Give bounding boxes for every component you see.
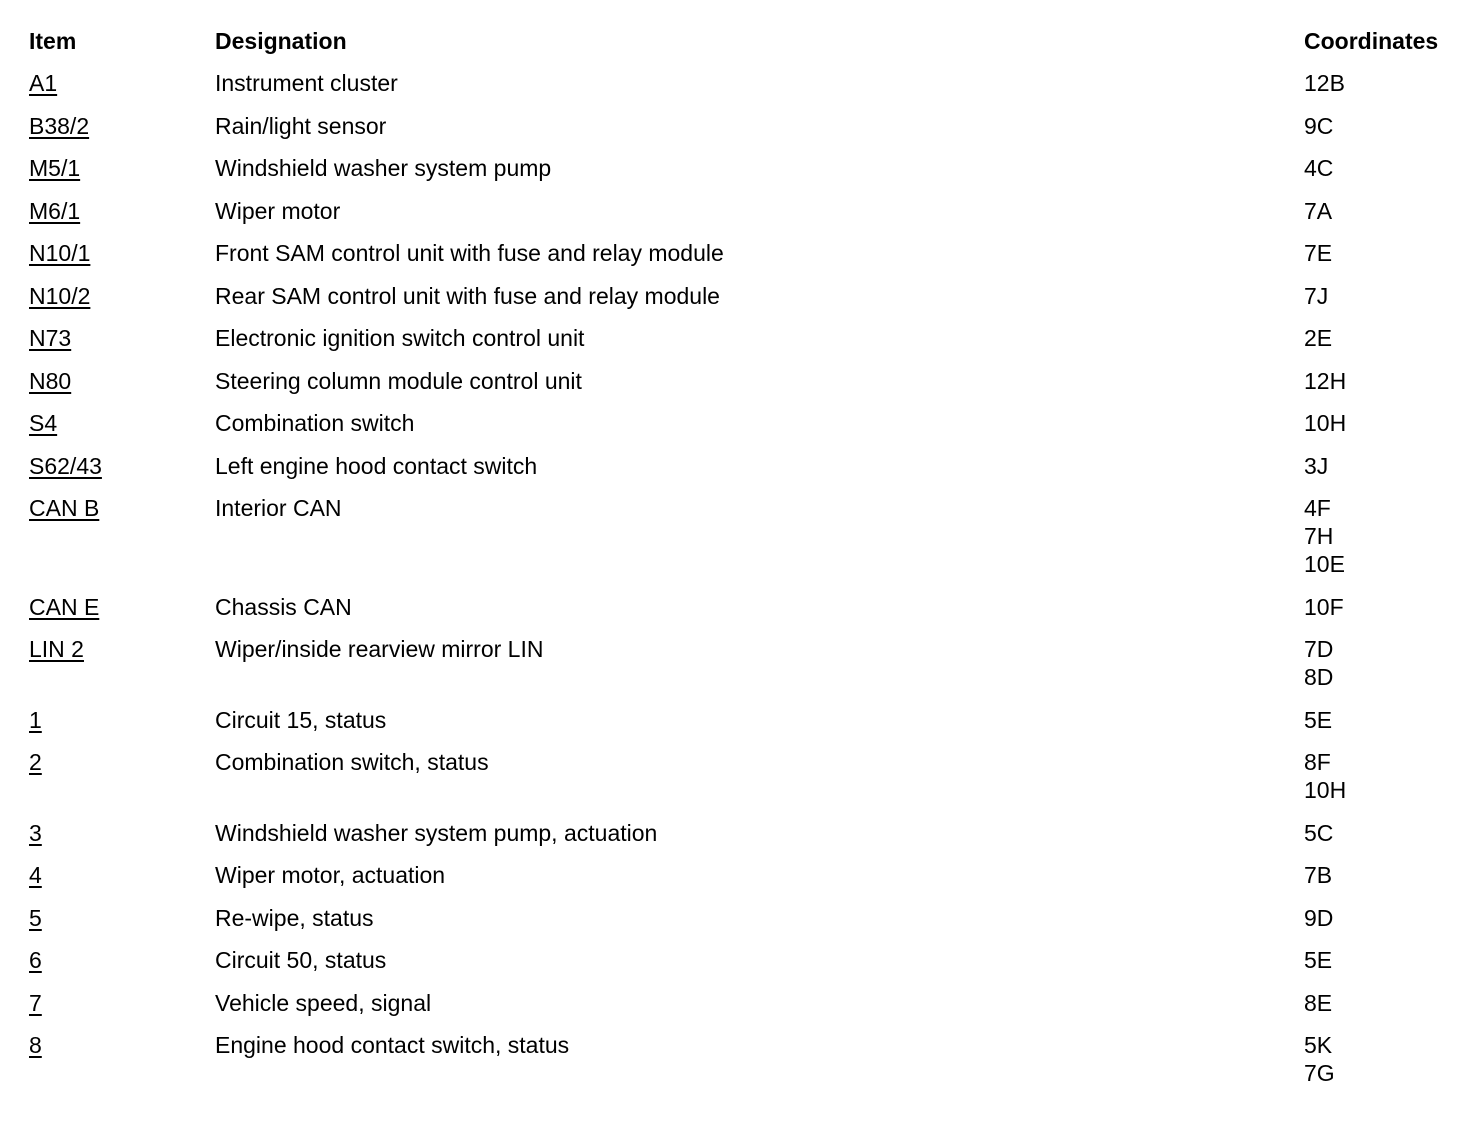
legend-row [0,409,1472,437]
coordinate-value: 4F [1304,495,1331,521]
legend-row [0,1031,1472,1087]
coordinate-value: 7A [1304,197,1333,224]
legend-row [0,494,1472,578]
coordinates-cell [1304,197,1332,225]
coordinates-cell [1304,989,1332,1017]
coordinate-value: 7E [1304,240,1333,266]
designation-text: Chassis CAN [215,593,352,620]
legend-row [0,861,1472,889]
item-link[interactable]: 6 [29,947,42,973]
designation-text: Instrument cluster [215,70,398,96]
item-link[interactable]: N73 [29,325,72,351]
coordinates-cell [1304,1031,1335,1087]
coordinates-cell [1304,452,1328,480]
item-link[interactable]: S62/43 [29,452,102,479]
designation-text: Front SAM control unit with fuse and relay module [215,240,724,266]
designation-text: Rain/light sensor [215,112,387,139]
coordinates-cell [1304,239,1332,267]
legend-row [0,706,1472,734]
header-item: Item [29,28,77,54]
header-coordinates: Coordinates [1304,28,1439,54]
item-link[interactable]: 7 [29,989,42,1016]
coordinate-value: 8F [1304,749,1331,775]
item-link[interactable]: 2 [29,749,42,775]
coordinate-value: 7D [1304,636,1334,662]
coordinates-cell [1304,69,1345,97]
legend-rows [0,69,1472,1087]
legend-row [0,112,1472,140]
item-link[interactable]: A1 [29,70,58,96]
item-link[interactable]: CAN E [29,593,100,620]
coordinates-cell [1304,154,1333,182]
designation-text: Engine hood contact switch, status [215,1032,570,1058]
coordinate-value: 10E [1304,551,1345,577]
coordinates-cell [1304,819,1333,847]
coordinate-value: 3J [1304,452,1329,479]
designation-text: Vehicle speed, signal [215,989,432,1016]
designation-text: Windshield washer system pump, actuation [215,819,658,846]
designation-text: Re-wipe, status [215,904,374,931]
coordinate-value: 10H [1304,410,1347,436]
legend-row [0,324,1472,352]
designation-text: Rear SAM control unit with fuse and relay module [215,282,720,309]
designation-text: Wiper/inside rearview mirror LIN [215,636,544,662]
designation-text: Steering column module control unit [215,367,582,394]
coordinate-value: 7G [1304,1060,1335,1086]
legend-row [0,593,1472,621]
coordinate-value: 2E [1304,325,1333,351]
legend-row [0,452,1472,480]
designation-text: Electronic ignition switch control unit [215,325,585,351]
item-link[interactable]: M5/1 [29,155,81,181]
coordinates-cell [1304,904,1333,932]
legend-row [0,69,1472,97]
coordinates-cell [1304,946,1332,974]
designation-text: Interior CAN [215,495,342,521]
coordinate-value: 10H [1304,777,1347,803]
item-link[interactable]: M6/1 [29,197,81,224]
designation-text: Circuit 15, status [215,706,387,733]
coordinate-value: 5K [1304,1032,1333,1058]
item-link[interactable]: LIN 2 [29,636,84,662]
coordinate-value: 4C [1304,155,1334,181]
legend-row [0,946,1472,974]
coordinate-value: 7H [1304,523,1334,549]
item-link[interactable]: CAN B [29,495,100,521]
coordinate-value: 8D [1304,664,1334,690]
component-legend-table [0,27,1472,1102]
legend-row [0,239,1472,267]
designation-text: Windshield washer system pump [215,155,552,181]
designation-text: Left engine hood contact switch [215,452,538,479]
legend-row [0,904,1472,932]
coordinates-cell [1304,409,1346,437]
item-link[interactable]: 4 [29,862,42,888]
item-link[interactable]: S4 [29,410,58,436]
item-link[interactable]: 5 [29,904,42,931]
coordinates-cell [1304,593,1344,621]
item-link[interactable]: N10/1 [29,240,91,266]
coordinates-cell [1304,324,1332,352]
legend-row [0,282,1472,310]
coordinate-value: 7J [1304,282,1329,309]
item-link[interactable]: N10/2 [29,282,91,309]
coordinate-value: 12B [1304,70,1345,96]
legend-header-row [0,27,1472,55]
coordinate-value: 5C [1304,819,1334,846]
coordinate-value: 5E [1304,706,1333,733]
coordinate-value: 10F [1304,593,1344,620]
item-link[interactable]: N80 [29,367,72,394]
designation-text: Combination switch [215,410,415,436]
coordinate-value: 9C [1304,112,1334,139]
coordinate-value: 5E [1304,947,1333,973]
legend-row [0,367,1472,395]
coordinates-cell [1304,112,1333,140]
legend-row [0,819,1472,847]
header-designation: Designation [215,28,347,54]
designation-text: Wiper motor, actuation [215,862,446,888]
designation-text: Wiper motor [215,197,341,224]
legend-row [0,154,1472,182]
designation-text: Circuit 50, status [215,947,387,973]
coordinate-value: 8E [1304,989,1333,1016]
legend-row [0,989,1472,1017]
item-link[interactable]: B38/2 [29,112,90,139]
coordinates-cell [1304,367,1346,395]
item-link[interactable]: 3 [29,819,42,846]
item-link[interactable]: 1 [29,706,42,733]
coordinates-cell [1304,635,1333,691]
designation-text: Combination switch, status [215,749,489,775]
coordinates-cell [1304,861,1332,889]
coordinate-value: 12H [1304,367,1347,394]
coordinate-value: 7B [1304,862,1333,888]
legend-row [0,635,1472,691]
coordinates-cell [1304,706,1332,734]
coordinates-cell [1304,494,1345,578]
legend-row [0,197,1472,225]
coordinate-value: 9D [1304,904,1334,931]
coordinates-cell [1304,748,1346,804]
item-link[interactable]: 8 [29,1032,42,1058]
legend-row [0,748,1472,804]
coordinates-cell [1304,282,1328,310]
